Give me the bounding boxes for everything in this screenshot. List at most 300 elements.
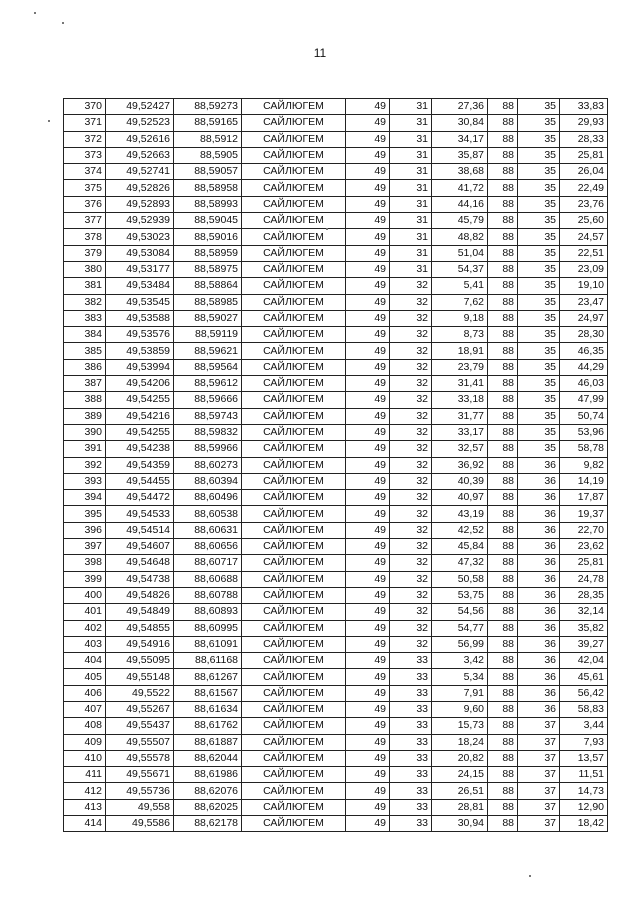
lat-minutes-cell: 33 — [390, 701, 432, 717]
lat-seconds-cell: 45,84 — [432, 539, 488, 555]
table-body — [64, 99, 608, 832]
lon-minutes-cell: 35 — [518, 327, 560, 343]
table-row — [64, 653, 608, 669]
table-row — [64, 261, 608, 277]
longitude-cell: 88,62044 — [174, 750, 242, 766]
lat-degrees-cell: 49 — [346, 604, 390, 620]
row-number-cell: 388 — [64, 392, 106, 408]
lon-minutes-cell: 35 — [518, 245, 560, 261]
lat-seconds-cell: 53,75 — [432, 587, 488, 603]
lat-degrees-cell: 49 — [346, 799, 390, 815]
latitude-cell: 49,55736 — [106, 783, 174, 799]
latitude-cell: 49,558 — [106, 799, 174, 815]
lon-degrees-cell: 88 — [488, 750, 518, 766]
row-number-cell: 399 — [64, 571, 106, 587]
scan-speck — [34, 12, 36, 14]
place-name-cell: САЙЛЮГЕМ — [242, 343, 346, 359]
lon-seconds-cell: 58,83 — [560, 701, 608, 717]
table-row — [64, 620, 608, 636]
lat-degrees-cell: 49 — [346, 718, 390, 734]
lon-seconds-cell: 56,42 — [560, 685, 608, 701]
row-number-cell: 376 — [64, 196, 106, 212]
latitude-cell: 49,53023 — [106, 229, 174, 245]
lon-seconds-cell: 35,82 — [560, 620, 608, 636]
latitude-cell: 49,55578 — [106, 750, 174, 766]
lon-minutes-cell: 35 — [518, 376, 560, 392]
latitude-cell: 49,54607 — [106, 539, 174, 555]
latitude-cell: 49,55095 — [106, 653, 174, 669]
lat-degrees-cell: 49 — [346, 506, 390, 522]
lat-degrees-cell: 49 — [346, 685, 390, 701]
lon-degrees-cell: 88 — [488, 473, 518, 489]
longitude-cell: 88,59016 — [174, 229, 242, 245]
lat-seconds-cell: 35,87 — [432, 147, 488, 163]
lat-minutes-cell: 31 — [390, 229, 432, 245]
table-row — [64, 441, 608, 457]
lon-seconds-cell: 23,09 — [560, 261, 608, 277]
lon-seconds-cell: 28,30 — [560, 327, 608, 343]
latitude-cell: 49,52616 — [106, 131, 174, 147]
lon-seconds-cell: 33,83 — [560, 99, 608, 115]
lat-minutes-cell: 31 — [390, 147, 432, 163]
lon-degrees-cell: 88 — [488, 653, 518, 669]
longitude-cell: 88,58975 — [174, 261, 242, 277]
table-row — [64, 115, 608, 131]
latitude-cell: 49,52939 — [106, 213, 174, 229]
longitude-cell: 88,61168 — [174, 653, 242, 669]
lon-seconds-cell: 24,57 — [560, 229, 608, 245]
lon-degrees-cell: 88 — [488, 343, 518, 359]
lon-minutes-cell: 37 — [518, 750, 560, 766]
row-number-cell: 392 — [64, 457, 106, 473]
longitude-cell: 88,60496 — [174, 490, 242, 506]
longitude-cell: 88,59743 — [174, 408, 242, 424]
latitude-cell: 49,54255 — [106, 424, 174, 440]
lat-minutes-cell: 32 — [390, 571, 432, 587]
lon-seconds-cell: 44,29 — [560, 359, 608, 375]
lat-minutes-cell: 32 — [390, 359, 432, 375]
lon-degrees-cell: 88 — [488, 718, 518, 734]
lat-degrees-cell: 49 — [346, 392, 390, 408]
place-name-cell: САЙЛЮГЕМ — [242, 490, 346, 506]
lon-minutes-cell: 36 — [518, 539, 560, 555]
lon-seconds-cell: 47,99 — [560, 392, 608, 408]
longitude-cell: 88,62178 — [174, 816, 242, 832]
lon-minutes-cell: 35 — [518, 278, 560, 294]
latitude-cell: 49,54648 — [106, 555, 174, 571]
lon-seconds-cell: 19,37 — [560, 506, 608, 522]
lon-degrees-cell: 88 — [488, 376, 518, 392]
lon-seconds-cell: 58,78 — [560, 441, 608, 457]
latitude-cell: 49,53576 — [106, 327, 174, 343]
table-row — [64, 99, 608, 115]
row-number-cell: 413 — [64, 799, 106, 815]
row-number-cell: 377 — [64, 213, 106, 229]
lat-minutes-cell: 32 — [390, 408, 432, 424]
row-number-cell: 395 — [64, 506, 106, 522]
lat-seconds-cell: 28,81 — [432, 799, 488, 815]
lat-minutes-cell: 31 — [390, 99, 432, 115]
lat-degrees-cell: 49 — [346, 750, 390, 766]
lat-minutes-cell: 32 — [390, 441, 432, 457]
place-name-cell: САЙЛЮГЕМ — [242, 473, 346, 489]
lon-degrees-cell: 88 — [488, 131, 518, 147]
lon-minutes-cell: 35 — [518, 343, 560, 359]
table-row — [64, 685, 608, 701]
place-name-cell: САЙЛЮГЕМ — [242, 278, 346, 294]
lat-minutes-cell: 33 — [390, 718, 432, 734]
place-name-cell: САЙЛЮГЕМ — [242, 571, 346, 587]
longitude-cell: 88,58993 — [174, 196, 242, 212]
latitude-cell: 49,53084 — [106, 245, 174, 261]
lat-degrees-cell: 49 — [346, 180, 390, 196]
lat-degrees-cell: 49 — [346, 408, 390, 424]
lon-minutes-cell: 37 — [518, 767, 560, 783]
place-name-cell: САЙЛЮГЕМ — [242, 441, 346, 457]
longitude-cell: 88,59832 — [174, 424, 242, 440]
lat-seconds-cell: 7,62 — [432, 294, 488, 310]
table-row — [64, 327, 608, 343]
table-row — [64, 294, 608, 310]
lon-minutes-cell: 35 — [518, 261, 560, 277]
place-name-cell: САЙЛЮГЕМ — [242, 636, 346, 652]
latitude-cell: 49,53588 — [106, 310, 174, 326]
table-row — [64, 522, 608, 538]
lat-seconds-cell: 42,52 — [432, 522, 488, 538]
table-row — [64, 799, 608, 815]
lat-minutes-cell: 32 — [390, 522, 432, 538]
lat-degrees-cell: 49 — [346, 767, 390, 783]
lon-minutes-cell: 36 — [518, 522, 560, 538]
lat-seconds-cell: 31,77 — [432, 408, 488, 424]
latitude-cell: 49,52826 — [106, 180, 174, 196]
lon-minutes-cell: 35 — [518, 115, 560, 131]
lat-degrees-cell: 49 — [346, 196, 390, 212]
lat-minutes-cell: 32 — [390, 310, 432, 326]
place-name-cell: САЙЛЮГЕМ — [242, 294, 346, 310]
scan-speck — [48, 120, 50, 122]
lat-seconds-cell: 5,41 — [432, 278, 488, 294]
lat-minutes-cell: 32 — [390, 376, 432, 392]
row-number-cell: 408 — [64, 718, 106, 734]
table-row — [64, 669, 608, 685]
table-row — [64, 213, 608, 229]
lon-seconds-cell: 25,81 — [560, 147, 608, 163]
longitude-cell: 88,62025 — [174, 799, 242, 815]
lon-degrees-cell: 88 — [488, 278, 518, 294]
scan-speck — [529, 875, 531, 877]
lon-degrees-cell: 88 — [488, 99, 518, 115]
latitude-cell: 49,55437 — [106, 718, 174, 734]
lat-minutes-cell: 33 — [390, 767, 432, 783]
lat-minutes-cell: 31 — [390, 245, 432, 261]
lat-degrees-cell: 49 — [346, 131, 390, 147]
place-name-cell: САЙЛЮГЕМ — [242, 147, 346, 163]
lon-minutes-cell: 35 — [518, 99, 560, 115]
lon-minutes-cell: 35 — [518, 164, 560, 180]
latitude-cell: 49,54514 — [106, 522, 174, 538]
lat-seconds-cell: 43,19 — [432, 506, 488, 522]
lat-seconds-cell: 24,15 — [432, 767, 488, 783]
lat-minutes-cell: 33 — [390, 734, 432, 750]
latitude-cell: 49,55148 — [106, 669, 174, 685]
lat-minutes-cell: 33 — [390, 799, 432, 815]
row-number-cell: 412 — [64, 783, 106, 799]
row-number-cell: 398 — [64, 555, 106, 571]
lat-degrees-cell: 49 — [346, 636, 390, 652]
lon-degrees-cell: 88 — [488, 571, 518, 587]
latitude-cell: 49,54206 — [106, 376, 174, 392]
lon-seconds-cell: 18,42 — [560, 816, 608, 832]
lon-degrees-cell: 88 — [488, 261, 518, 277]
table-row — [64, 571, 608, 587]
lon-seconds-cell: 9,82 — [560, 457, 608, 473]
longitude-cell: 88,5905 — [174, 147, 242, 163]
table-row — [64, 343, 608, 359]
lon-minutes-cell: 36 — [518, 506, 560, 522]
lon-degrees-cell: 88 — [488, 424, 518, 440]
row-number-cell: 370 — [64, 99, 106, 115]
lon-degrees-cell: 88 — [488, 522, 518, 538]
lon-seconds-cell: 45,61 — [560, 669, 608, 685]
latitude-cell: 49,55267 — [106, 701, 174, 717]
latitude-cell: 49,54238 — [106, 441, 174, 457]
place-name-cell: САЙЛЮГЕМ — [242, 457, 346, 473]
place-name-cell: САЙЛЮГЕМ — [242, 604, 346, 620]
row-number-cell: 375 — [64, 180, 106, 196]
lat-seconds-cell: 48,82 — [432, 229, 488, 245]
table-row — [64, 750, 608, 766]
lon-degrees-cell: 88 — [488, 555, 518, 571]
latitude-cell: 49,54533 — [106, 506, 174, 522]
lat-minutes-cell: 32 — [390, 278, 432, 294]
lon-minutes-cell: 36 — [518, 620, 560, 636]
lat-seconds-cell: 20,82 — [432, 750, 488, 766]
lon-seconds-cell: 11,51 — [560, 767, 608, 783]
table-row — [64, 473, 608, 489]
lat-minutes-cell: 32 — [390, 424, 432, 440]
lat-minutes-cell: 33 — [390, 685, 432, 701]
lon-seconds-cell: 25,81 — [560, 555, 608, 571]
lat-degrees-cell: 49 — [346, 783, 390, 799]
lat-degrees-cell: 49 — [346, 229, 390, 245]
lon-seconds-cell: 23,47 — [560, 294, 608, 310]
lon-degrees-cell: 88 — [488, 196, 518, 212]
longitude-cell: 88,60688 — [174, 571, 242, 587]
lon-degrees-cell: 88 — [488, 229, 518, 245]
place-name-cell: САЙЛЮГЕМ — [242, 229, 346, 245]
lon-minutes-cell: 35 — [518, 196, 560, 212]
longitude-cell: 88,59564 — [174, 359, 242, 375]
lon-degrees-cell: 88 — [488, 164, 518, 180]
lon-degrees-cell: 88 — [488, 441, 518, 457]
lon-minutes-cell: 35 — [518, 310, 560, 326]
place-name-cell: САЙЛЮГЕМ — [242, 669, 346, 685]
table-row — [64, 196, 608, 212]
lon-degrees-cell: 88 — [488, 587, 518, 603]
lon-seconds-cell: 28,35 — [560, 587, 608, 603]
longitude-cell: 88,60656 — [174, 539, 242, 555]
latitude-cell: 49,54738 — [106, 571, 174, 587]
lat-seconds-cell: 40,39 — [432, 473, 488, 489]
latitude-cell: 49,54916 — [106, 636, 174, 652]
place-name-cell: САЙЛЮГЕМ — [242, 131, 346, 147]
row-number-cell: 380 — [64, 261, 106, 277]
lon-seconds-cell: 22,51 — [560, 245, 608, 261]
lat-seconds-cell: 8,73 — [432, 327, 488, 343]
lon-degrees-cell: 88 — [488, 816, 518, 832]
lon-degrees-cell: 88 — [488, 310, 518, 326]
lat-minutes-cell: 33 — [390, 653, 432, 669]
lat-degrees-cell: 49 — [346, 587, 390, 603]
lat-degrees-cell: 49 — [346, 359, 390, 375]
lat-degrees-cell: 49 — [346, 327, 390, 343]
longitude-cell: 88,58959 — [174, 245, 242, 261]
lon-seconds-cell: 22,49 — [560, 180, 608, 196]
lon-seconds-cell: 14,19 — [560, 473, 608, 489]
lon-seconds-cell: 53,96 — [560, 424, 608, 440]
scan-speck — [62, 22, 64, 24]
table-row — [64, 555, 608, 571]
lat-minutes-cell: 31 — [390, 131, 432, 147]
latitude-cell: 49,53859 — [106, 343, 174, 359]
lon-minutes-cell: 36 — [518, 701, 560, 717]
lon-minutes-cell: 35 — [518, 408, 560, 424]
longitude-cell: 88,59966 — [174, 441, 242, 457]
lat-degrees-cell: 49 — [346, 147, 390, 163]
longitude-cell: 88,60788 — [174, 587, 242, 603]
row-number-cell: 393 — [64, 473, 106, 489]
lat-seconds-cell: 9,60 — [432, 701, 488, 717]
lat-seconds-cell: 47,32 — [432, 555, 488, 571]
lat-seconds-cell: 32,57 — [432, 441, 488, 457]
lon-minutes-cell: 37 — [518, 783, 560, 799]
row-number-cell: 396 — [64, 522, 106, 538]
lon-seconds-cell: 28,33 — [560, 131, 608, 147]
lat-minutes-cell: 33 — [390, 783, 432, 799]
row-number-cell: 383 — [64, 310, 106, 326]
lat-seconds-cell: 5,34 — [432, 669, 488, 685]
longitude-cell: 88,59666 — [174, 392, 242, 408]
lat-seconds-cell: 15,73 — [432, 718, 488, 734]
longitude-cell: 88,60717 — [174, 555, 242, 571]
row-number-cell: 411 — [64, 767, 106, 783]
row-number-cell: 400 — [64, 587, 106, 603]
lat-seconds-cell: 31,41 — [432, 376, 488, 392]
table-row — [64, 229, 608, 245]
lon-minutes-cell: 36 — [518, 604, 560, 620]
place-name-cell: САЙЛЮГЕМ — [242, 653, 346, 669]
lat-seconds-cell: 30,94 — [432, 816, 488, 832]
lon-degrees-cell: 88 — [488, 669, 518, 685]
table-row — [64, 636, 608, 652]
row-number-cell: 379 — [64, 245, 106, 261]
longitude-cell: 88,59165 — [174, 115, 242, 131]
row-number-cell: 378 — [64, 229, 106, 245]
lat-seconds-cell: 3,42 — [432, 653, 488, 669]
latitude-cell: 49,52741 — [106, 164, 174, 180]
place-name-cell: САЙЛЮГЕМ — [242, 734, 346, 750]
lon-seconds-cell: 23,76 — [560, 196, 608, 212]
table-row — [64, 718, 608, 734]
lon-degrees-cell: 88 — [488, 359, 518, 375]
place-name-cell: САЙЛЮГЕМ — [242, 164, 346, 180]
place-name-cell: САЙЛЮГЕМ — [242, 376, 346, 392]
lat-seconds-cell: 41,72 — [432, 180, 488, 196]
place-name-cell: САЙЛЮГЕМ — [242, 310, 346, 326]
lon-seconds-cell: 17,87 — [560, 490, 608, 506]
lat-seconds-cell: 50,58 — [432, 571, 488, 587]
longitude-cell: 88,59057 — [174, 164, 242, 180]
row-number-cell: 406 — [64, 685, 106, 701]
longitude-cell: 88,61567 — [174, 685, 242, 701]
lon-seconds-cell: 42,04 — [560, 653, 608, 669]
lon-minutes-cell: 35 — [518, 147, 560, 163]
place-name-cell: САЙЛЮГЕМ — [242, 261, 346, 277]
longitude-cell: 88,60893 — [174, 604, 242, 620]
lat-minutes-cell: 32 — [390, 587, 432, 603]
coordinates-table — [63, 98, 608, 832]
lat-minutes-cell: 32 — [390, 392, 432, 408]
latitude-cell: 49,54455 — [106, 473, 174, 489]
place-name-cell: САЙЛЮГЕМ — [242, 359, 346, 375]
longitude-cell: 88,5912 — [174, 131, 242, 147]
lat-minutes-cell: 32 — [390, 457, 432, 473]
row-number-cell: 373 — [64, 147, 106, 163]
place-name-cell: САЙЛЮГЕМ — [242, 424, 346, 440]
lat-seconds-cell: 36,92 — [432, 457, 488, 473]
row-number-cell: 394 — [64, 490, 106, 506]
lon-seconds-cell: 13,57 — [560, 750, 608, 766]
latitude-cell: 49,54255 — [106, 392, 174, 408]
longitude-cell: 88,61091 — [174, 636, 242, 652]
row-number-cell: 405 — [64, 669, 106, 685]
lat-degrees-cell: 49 — [346, 99, 390, 115]
lat-minutes-cell: 31 — [390, 213, 432, 229]
place-name-cell: САЙЛЮГЕМ — [242, 213, 346, 229]
lon-minutes-cell: 36 — [518, 636, 560, 652]
row-number-cell: 382 — [64, 294, 106, 310]
lon-minutes-cell: 37 — [518, 816, 560, 832]
lat-degrees-cell: 49 — [346, 620, 390, 636]
lat-degrees-cell: 49 — [346, 571, 390, 587]
lon-seconds-cell: 39,27 — [560, 636, 608, 652]
lat-degrees-cell: 49 — [346, 669, 390, 685]
lon-seconds-cell: 14,73 — [560, 783, 608, 799]
lon-degrees-cell: 88 — [488, 457, 518, 473]
table-row — [64, 131, 608, 147]
row-number-cell: 414 — [64, 816, 106, 832]
row-number-cell: 385 — [64, 343, 106, 359]
place-name-cell: САЙЛЮГЕМ — [242, 408, 346, 424]
lat-degrees-cell: 49 — [346, 555, 390, 571]
place-name-cell: САЙЛЮГЕМ — [242, 196, 346, 212]
lon-minutes-cell: 36 — [518, 473, 560, 489]
place-name-cell: САЙЛЮГЕМ — [242, 99, 346, 115]
lon-minutes-cell: 37 — [518, 718, 560, 734]
latitude-cell: 49,54849 — [106, 604, 174, 620]
lat-seconds-cell: 33,18 — [432, 392, 488, 408]
latitude-cell: 49,55671 — [106, 767, 174, 783]
latitude-cell: 49,54359 — [106, 457, 174, 473]
latitude-cell: 49,54826 — [106, 587, 174, 603]
lon-degrees-cell: 88 — [488, 734, 518, 750]
longitude-cell: 88,58985 — [174, 294, 242, 310]
lat-minutes-cell: 31 — [390, 180, 432, 196]
longitude-cell: 88,58864 — [174, 278, 242, 294]
lon-degrees-cell: 88 — [488, 115, 518, 131]
lat-degrees-cell: 49 — [346, 310, 390, 326]
